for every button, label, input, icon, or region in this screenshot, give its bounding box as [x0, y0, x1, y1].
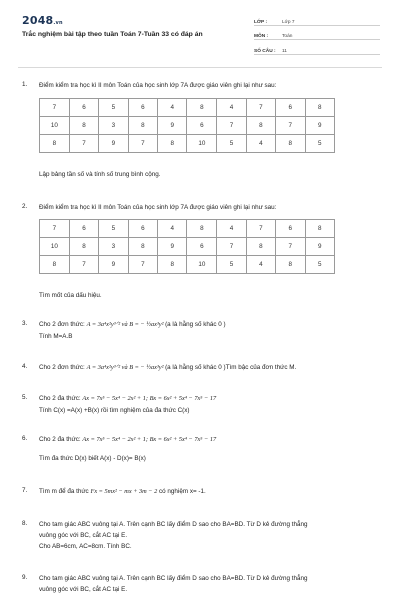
table-cell: 4 [158, 220, 187, 238]
table-cell: 6 [276, 220, 305, 238]
question-text-prefix: Cho 2 đơn thức: [39, 364, 87, 371]
table-cell: 9 [158, 238, 187, 256]
meta-key: MÔN : [254, 34, 269, 39]
table-cell: 7 [246, 220, 275, 238]
table-cell: 8 [276, 135, 305, 153]
page-title: Trắc nghiệm bài tập theo tuần Toán 7-Tuần 33 có đáp án [22, 31, 203, 38]
table-cell: 7 [276, 117, 305, 135]
meta-row-subject [254, 29, 380, 41]
meta-key: SỐ CÂU : [254, 48, 276, 54]
question-number: 5. [22, 394, 28, 401]
score-table-body [40, 220, 335, 274]
table-cell: 7 [69, 256, 98, 274]
table-cell: 7 [69, 135, 98, 153]
table-cell: 6 [69, 99, 98, 117]
table-cell: 8 [69, 117, 98, 135]
question-subtext: Tìm mốt của dấu hiệu. [39, 292, 102, 299]
table-cell: 5 [305, 256, 335, 274]
table-cell: 8 [276, 256, 305, 274]
table-cell: 4 [217, 220, 246, 238]
table-cell: 8 [246, 117, 275, 135]
formula: Ax = 7x⁵ − 5x⁴ − 2x² + 1; Bx = 6x² + 5x⁴ − 7x⁵ − 17 [82, 395, 217, 402]
table-cell: 7 [276, 238, 305, 256]
question-number: 7. [22, 487, 28, 494]
question-number: 8. [22, 520, 28, 527]
table-cell: 8 [158, 135, 187, 153]
table-cell: 10 [187, 256, 217, 274]
question-text [39, 394, 379, 404]
question-text-prefix: Cho 2 đa thức: [39, 436, 83, 443]
table-cell: 8 [128, 238, 157, 256]
question-text [39, 487, 379, 497]
table-cell: 10 [40, 117, 70, 135]
page-header [0, 0, 400, 60]
table-cell: 5 [305, 135, 335, 153]
score-table [39, 219, 335, 274]
question-text-prefix: Cho 2 đa thức: [39, 395, 83, 402]
table-cell: 7 [217, 238, 246, 256]
question-text [39, 435, 379, 445]
question-number: 6. [22, 435, 28, 442]
table-cell: 5 [217, 135, 246, 153]
table-cell: 5 [99, 220, 128, 238]
question-text: Cho tam giác ABC vuông tại A. Trên cạnh BC lấy điểm D sao cho BA=BD. Từ D kẻ đường thẳng [39, 521, 308, 528]
table-row [40, 238, 335, 256]
question-text: Điểm kiểm tra học kì II môn Toán của học sinh lớp 7A được giáo viên ghi lại như sau: [39, 82, 277, 89]
meta-key: LỚP : [254, 19, 268, 25]
table-cell: 3 [99, 117, 128, 135]
question-text-line: vuông góc với BC, cắt AC tại E. [39, 586, 128, 593]
question-text-suffix: (a là hằng số khác 0 ) [165, 321, 226, 328]
table-cell: 9 [158, 117, 187, 135]
question-subtext: Tính C(x) =A(x) +B(x) rồi tìm nghiệm của đa thức C(x) [39, 407, 190, 414]
formula: A = 3a⁴x²y³ᐟ² và B = − ½ax³y² [86, 364, 166, 371]
table-cell: 8 [246, 238, 275, 256]
formula: Fx = 5mx² − mx + 3m − 2 [90, 488, 158, 495]
site-logo[interactable]: 2048.vn [22, 14, 63, 27]
question-number: 1. [22, 81, 28, 88]
meta-value: Lớp 7 [282, 19, 295, 25]
table-cell: 7 [128, 256, 157, 274]
table-cell: 10 [187, 135, 217, 153]
table-cell: 9 [99, 135, 128, 153]
question-subtext: Tính M=A.B [39, 333, 73, 340]
table-cell: 6 [187, 238, 217, 256]
table-cell: 4 [158, 99, 187, 117]
table-row [40, 220, 335, 238]
score-table [39, 98, 335, 153]
table-cell: 8 [187, 99, 217, 117]
table-cell: 8 [40, 256, 70, 274]
question-text-suffix: (a là hằng số khác 0 )Tìm bậc của đơn thức M. [165, 364, 297, 371]
formula: A = 3a⁴x²y³ᐟ² và B = − ½ax³y² [86, 321, 166, 328]
table-cell: 9 [305, 238, 335, 256]
question-text-line: vuông góc với BC, cắt AC tại E. [39, 532, 128, 539]
table-cell: 8 [69, 238, 98, 256]
question-text [39, 320, 379, 330]
table-cell: 4 [217, 99, 246, 117]
table-row [40, 117, 335, 135]
meta-row-count [254, 43, 380, 55]
question-text-suffix: có nghiệm x= -1. [157, 488, 206, 495]
question-number: 9. [22, 574, 28, 581]
formula: Ax = 7x⁵ − 5x⁴ − 2x² + 1; Bx = 6x² + 5x⁴ − 7x⁵ − 17 [82, 436, 217, 443]
table-cell: 7 [40, 99, 70, 117]
question-text-prefix: Cho 2 đơn thức: [39, 321, 87, 328]
table-cell: 4 [246, 135, 275, 153]
table-cell: 8 [305, 220, 335, 238]
table-row [40, 256, 335, 274]
table-cell: 8 [40, 135, 70, 153]
header-divider [18, 67, 382, 68]
table-cell: 10 [40, 238, 70, 256]
table-cell: 8 [128, 117, 157, 135]
table-cell: 3 [99, 238, 128, 256]
question-text: Điểm kiểm tra học kì II môn Toán của học sinh lớp 7A được giáo viên ghi lại như sau: [39, 204, 277, 211]
table-cell: 7 [128, 135, 157, 153]
question-subtext: Lập bảng tần số và tính số trung bình cộng. [39, 171, 161, 178]
question-number: 2. [22, 203, 28, 210]
table-cell: 6 [128, 99, 157, 117]
meta-value: Toán [282, 34, 293, 39]
table-cell: 8 [158, 256, 187, 274]
table-cell: 6 [69, 220, 98, 238]
table-row [40, 99, 335, 117]
table-cell: 8 [305, 99, 335, 117]
question-number: 4. [22, 363, 28, 370]
table-cell: 7 [246, 99, 275, 117]
table-cell: 8 [187, 220, 217, 238]
meta-box [254, 14, 380, 58]
question-text-prefix: Tìm m để đa thức [39, 488, 91, 495]
table-cell: 7 [217, 117, 246, 135]
table-cell: 9 [99, 256, 128, 274]
table-row [40, 135, 335, 153]
question-subtext: Tìm đa thức D(x) biết A(x) - D(x)= B(x) [39, 455, 146, 462]
meta-row-class [254, 14, 380, 26]
meta-value: 11 [282, 48, 287, 54]
question-text-line: Cho AB=6cm, AC=8cm. Tính BC. [39, 543, 132, 550]
table-cell: 6 [187, 117, 217, 135]
question-text [39, 363, 379, 373]
question-text: Cho tam giác ABC vuông tại A. Trên cạnh BC lấy điểm D sao cho BA=BD. Từ D kẻ đường thẳng [39, 575, 308, 582]
table-cell: 9 [305, 117, 335, 135]
table-cell: 6 [128, 220, 157, 238]
table-cell: 5 [99, 99, 128, 117]
table-cell: 7 [40, 220, 70, 238]
table-cell: 4 [246, 256, 275, 274]
table-cell: 5 [217, 256, 246, 274]
table-cell: 6 [276, 99, 305, 117]
question-number: 3. [22, 320, 28, 327]
score-table-body [40, 99, 335, 153]
